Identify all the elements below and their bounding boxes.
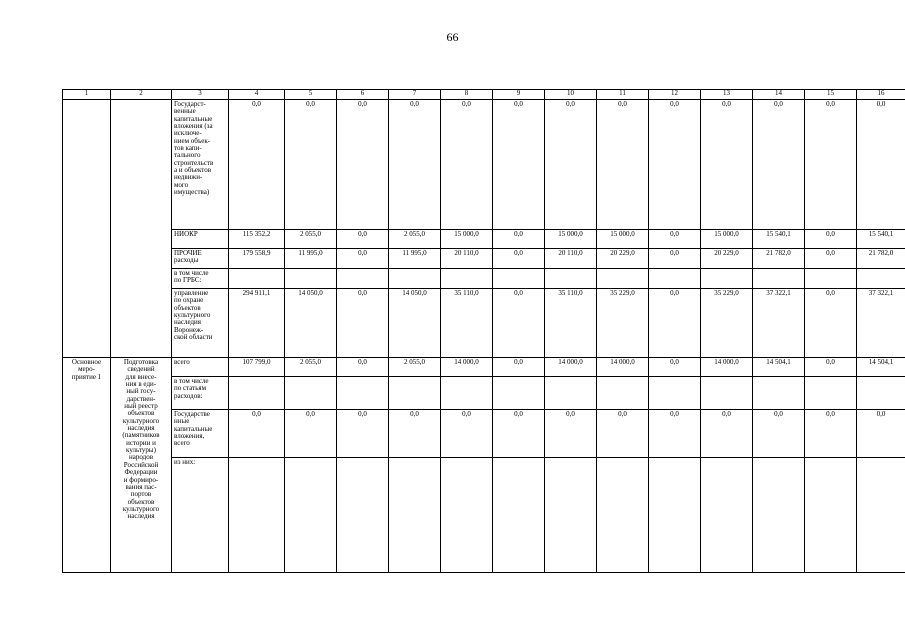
- value-cell: 15 000,0: [597, 230, 649, 249]
- empty-cell: [649, 269, 701, 289]
- value-cell: 0,0: [337, 249, 389, 269]
- column-number: 12: [649, 90, 701, 100]
- value-cell: 0,0: [545, 100, 597, 230]
- empty-cell: [229, 269, 285, 289]
- table-row: [63, 269, 905, 289]
- value-cell: 0,0: [805, 358, 857, 377]
- budget-table: [62, 89, 905, 573]
- empty-cell: [63, 100, 111, 358]
- value-cell: 0,0: [389, 100, 441, 230]
- value-cell: 15 000,0: [701, 230, 753, 249]
- empty-cell: [649, 377, 701, 410]
- value-cell: 0,0: [441, 100, 493, 230]
- value-cell: 2 055,0: [389, 358, 441, 377]
- empty-cell: [285, 377, 337, 410]
- column-number: 1: [63, 90, 111, 100]
- column-number: 13: [701, 90, 753, 100]
- empty-cell: [805, 269, 857, 289]
- empty-cell: [649, 458, 701, 573]
- value-cell: 0,0: [337, 100, 389, 230]
- value-cell: 15 000,0: [441, 230, 493, 249]
- column-number: 14: [753, 90, 805, 100]
- column-number: 8: [441, 90, 493, 100]
- value-cell: 0,0: [337, 358, 389, 377]
- empty-cell: [441, 458, 493, 573]
- table-row: [63, 377, 905, 410]
- empty-cell: [111, 100, 172, 358]
- value-cell: 14 000,0: [701, 358, 753, 377]
- table-row: [63, 289, 905, 358]
- table-row: [63, 458, 905, 573]
- value-cell: 2 055,0: [285, 358, 337, 377]
- table-row: [63, 410, 905, 458]
- value-cell: 0,0: [493, 410, 545, 458]
- value-cell: 37 322,1: [857, 289, 905, 358]
- row-label: НИОКР: [172, 230, 229, 249]
- empty-cell: [285, 269, 337, 289]
- value-cell: 179 558,9: [229, 249, 285, 269]
- value-cell: 35 229,0: [701, 289, 753, 358]
- value-cell: 0,0: [285, 410, 337, 458]
- value-cell: 0,0: [649, 358, 701, 377]
- empty-cell: [753, 377, 805, 410]
- value-cell: 21 782,0: [753, 249, 805, 269]
- value-cell: 0,0: [649, 249, 701, 269]
- value-cell: 14 000,0: [441, 358, 493, 377]
- value-cell: 14 504,1: [857, 358, 905, 377]
- value-cell: 2 055,0: [389, 230, 441, 249]
- value-cell: 0,0: [229, 100, 285, 230]
- empty-cell: [753, 458, 805, 573]
- empty-cell: [285, 458, 337, 573]
- value-cell: 0,0: [389, 410, 441, 458]
- row-label: из них:: [172, 458, 229, 573]
- empty-cell: [545, 458, 597, 573]
- empty-cell: [545, 269, 597, 289]
- event-title: Подготовка сведений для внесе- ния в еди- ный госу- дарствен- ный реестр объектов культурного наследия (памятников истории и культуры) народов Российской Федерации и формиро- вания пас- портов объектов культурного наследия: [111, 358, 172, 573]
- column-number: 2: [111, 90, 172, 100]
- value-cell: 11 995,0: [285, 249, 337, 269]
- value-cell: 115 352,2: [229, 230, 285, 249]
- value-cell: 0,0: [805, 249, 857, 269]
- empty-cell: [337, 377, 389, 410]
- value-cell: 2 055,0: [285, 230, 337, 249]
- empty-cell: [857, 269, 905, 289]
- empty-cell: [389, 458, 441, 573]
- column-number: 15: [805, 90, 857, 100]
- empty-cell: [229, 377, 285, 410]
- value-cell: 0,0: [337, 289, 389, 358]
- value-cell: 35 229,0: [597, 289, 649, 358]
- table-row: [63, 100, 905, 230]
- value-cell: 20 229,0: [701, 249, 753, 269]
- column-number: 5: [285, 90, 337, 100]
- value-cell: 0,0: [805, 289, 857, 358]
- value-cell: 0,0: [441, 410, 493, 458]
- value-cell: 0,0: [805, 230, 857, 249]
- column-number: 3: [172, 90, 229, 100]
- empty-cell: [441, 377, 493, 410]
- value-cell: 0,0: [493, 100, 545, 230]
- empty-cell: [597, 377, 649, 410]
- empty-cell: [545, 377, 597, 410]
- table-row: [63, 358, 905, 377]
- value-cell: 0,0: [857, 410, 905, 458]
- column-number-row: [63, 90, 905, 100]
- value-cell: 0,0: [649, 230, 701, 249]
- empty-cell: [389, 269, 441, 289]
- empty-cell: [389, 377, 441, 410]
- value-cell: 0,0: [229, 410, 285, 458]
- value-cell: 21 782,0: [857, 249, 905, 269]
- column-number: 6: [337, 90, 389, 100]
- value-cell: 0,0: [545, 410, 597, 458]
- value-cell: 0,0: [493, 249, 545, 269]
- value-cell: 14 000,0: [597, 358, 649, 377]
- value-cell: 11 995,0: [389, 249, 441, 269]
- value-cell: 20 110,0: [441, 249, 493, 269]
- empty-cell: [701, 269, 753, 289]
- row-label: Государст- венные капитальные вложения (за исключе- нием объек- тов капи- тального строительств а и объектов недвижи- мого имущества): [172, 100, 229, 230]
- value-cell: 107 799,0: [229, 358, 285, 377]
- empty-cell: [493, 377, 545, 410]
- column-number: 10: [545, 90, 597, 100]
- value-cell: 20 229,0: [597, 249, 649, 269]
- value-cell: 0,0: [753, 410, 805, 458]
- row-label: ПРОЧИЕ расходы: [172, 249, 229, 269]
- empty-cell: [597, 269, 649, 289]
- row-label: в том числе по статьям расходов:: [172, 377, 229, 410]
- value-cell: 35 110,0: [545, 289, 597, 358]
- value-cell: 14 504,1: [753, 358, 805, 377]
- value-cell: 0,0: [337, 410, 389, 458]
- page-number: 66: [446, 30, 459, 44]
- value-cell: 0,0: [701, 410, 753, 458]
- column-number: 7: [389, 90, 441, 100]
- empty-cell: [493, 269, 545, 289]
- empty-cell: [805, 377, 857, 410]
- value-cell: 0,0: [857, 100, 905, 230]
- empty-cell: [337, 269, 389, 289]
- empty-cell: [857, 377, 905, 410]
- event-code: Основное меро- приятие 1: [63, 358, 111, 573]
- empty-cell: [229, 458, 285, 573]
- value-cell: 37 322,1: [753, 289, 805, 358]
- column-number: 16: [857, 90, 905, 100]
- value-cell: 0,0: [753, 100, 805, 230]
- column-number: 4: [229, 90, 285, 100]
- empty-cell: [441, 269, 493, 289]
- value-cell: 0,0: [337, 230, 389, 249]
- value-cell: 0,0: [805, 410, 857, 458]
- column-number: 9: [493, 90, 545, 100]
- empty-cell: [753, 269, 805, 289]
- column-number: 11: [597, 90, 649, 100]
- row-label: управление по охране объектов культурного наследия Воронеж- ской области: [172, 289, 229, 358]
- value-cell: 0,0: [597, 410, 649, 458]
- value-cell: 294 911,1: [229, 289, 285, 358]
- value-cell: 0,0: [285, 100, 337, 230]
- empty-cell: [337, 458, 389, 573]
- value-cell: 0,0: [597, 100, 649, 230]
- value-cell: 0,0: [493, 230, 545, 249]
- value-cell: 35 110,0: [441, 289, 493, 358]
- value-cell: 15 000,0: [545, 230, 597, 249]
- value-cell: 0,0: [493, 358, 545, 377]
- value-cell: 0,0: [649, 289, 701, 358]
- value-cell: 14 000,0: [545, 358, 597, 377]
- empty-cell: [701, 458, 753, 573]
- value-cell: 14 050,0: [285, 289, 337, 358]
- empty-cell: [857, 458, 905, 573]
- empty-cell: [493, 458, 545, 573]
- table-row: [63, 249, 905, 269]
- row-label: всего: [172, 358, 229, 377]
- empty-cell: [597, 458, 649, 573]
- value-cell: 0,0: [701, 100, 753, 230]
- value-cell: 20 110,0: [545, 249, 597, 269]
- value-cell: 15 540,1: [857, 230, 905, 249]
- value-cell: 0,0: [805, 100, 857, 230]
- empty-cell: [805, 458, 857, 573]
- row-label: в том числе по ГРБС:: [172, 269, 229, 289]
- value-cell: 14 050,0: [389, 289, 441, 358]
- value-cell: 0,0: [493, 289, 545, 358]
- value-cell: 0,0: [649, 100, 701, 230]
- value-cell: 0,0: [649, 410, 701, 458]
- value-cell: 15 540,1: [753, 230, 805, 249]
- row-label: Государстве нные капитальные вложения, всего: [172, 410, 229, 458]
- table-row: [63, 230, 905, 249]
- empty-cell: [701, 377, 753, 410]
